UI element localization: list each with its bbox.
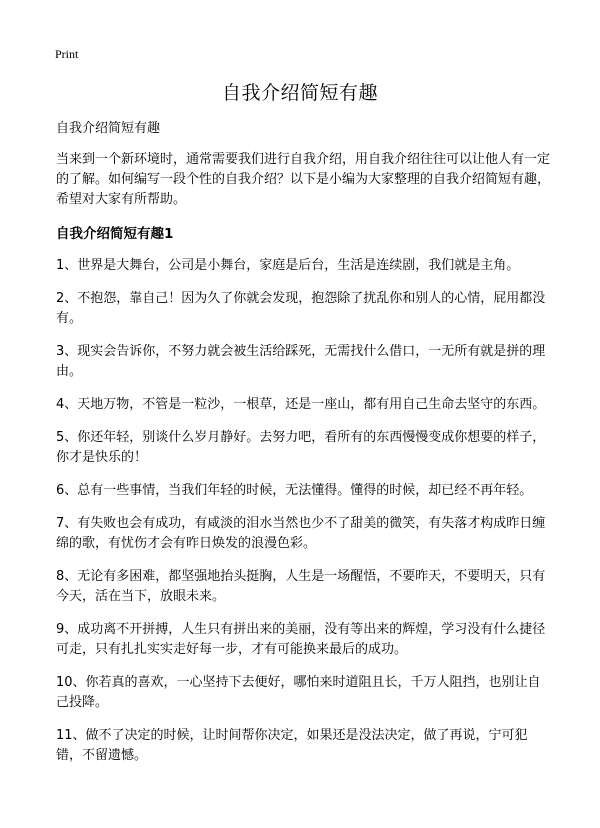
intro-paragraph: 当来到一个新环境时，通常需要我们进行自我介绍，用自我介绍往往可以让他人有一定的了解。如何编写一段个性的自我介绍？以下是小编为大家整理的自我介绍简短有趣，希望对大家有所帮助。 xyxy=(56,152,551,207)
list-item: 8、无论有多困难，都坚强地抬头挺胸，人生是一场醒悟，不要昨天，不要明天，只有今天，活在当下，放眼未来。 xyxy=(56,569,546,604)
quote-list xyxy=(56,256,550,766)
list-item: 5、你还年轻，别谈什么岁月静好。去努力吧，看所有的东西慢慢变成你想要的样子，你才是快乐的！ xyxy=(56,430,546,465)
document-subtitle: 自我介绍简短有趣 xyxy=(56,121,161,136)
section-heading: 自我介绍简短有趣1 xyxy=(56,226,174,242)
document-body xyxy=(56,119,550,779)
print-link[interactable]: Print xyxy=(55,47,79,61)
list-item: 2、不抱怨，靠自己！因为久了你就会发现，抱怨除了扰乱你和别人的心情，屁用都没有。 xyxy=(56,291,546,326)
page-title: 自我介绍简短有趣 xyxy=(221,82,378,104)
list-item: 6、总有一些事情，当我们年轻的时候，无法懂得。懂得的时候，却已经不再年轻。 xyxy=(56,483,533,498)
list-item: 10、你若真的喜欢，一心坚持下去便好，哪怕来时道阻且长，千万人阻挡，也别让自己投降。 xyxy=(56,675,541,710)
list-item: 9、成功离不开拼搏，人生只有拼出来的美丽，没有等出来的辉煌，学习没有什么捷径可走，只有扎扎实实走好每一步，才有可能换来最后的成功。 xyxy=(56,622,546,657)
list-item: 1、世界是大舞台，公司是小舞台，家庭是后台，生活是连续剧，我们就是主角。 xyxy=(56,258,520,273)
list-item: 3、现实会告诉你，不努力就会被生活给踩死，无需找什么借口，一无所有就是拼的理由。 xyxy=(56,344,546,379)
list-item: 7、有失败也会有成功，有咸淡的泪水当然也少不了甜美的微笑，有失落才构成昨日缠绵的歌，有忧伤才会有昨日焕发的浪漫色彩。 xyxy=(56,516,546,551)
list-item: 4、天地万物，不管是一粒沙，一根草，还是一座山，都有用自己生命去坚守的东西。 xyxy=(56,397,546,412)
list-item: 11、做不了决定的时候，让时间帮你决定，如果还是没法决定，做了再说，宁可犯错，不留遗憾。 xyxy=(56,728,528,763)
